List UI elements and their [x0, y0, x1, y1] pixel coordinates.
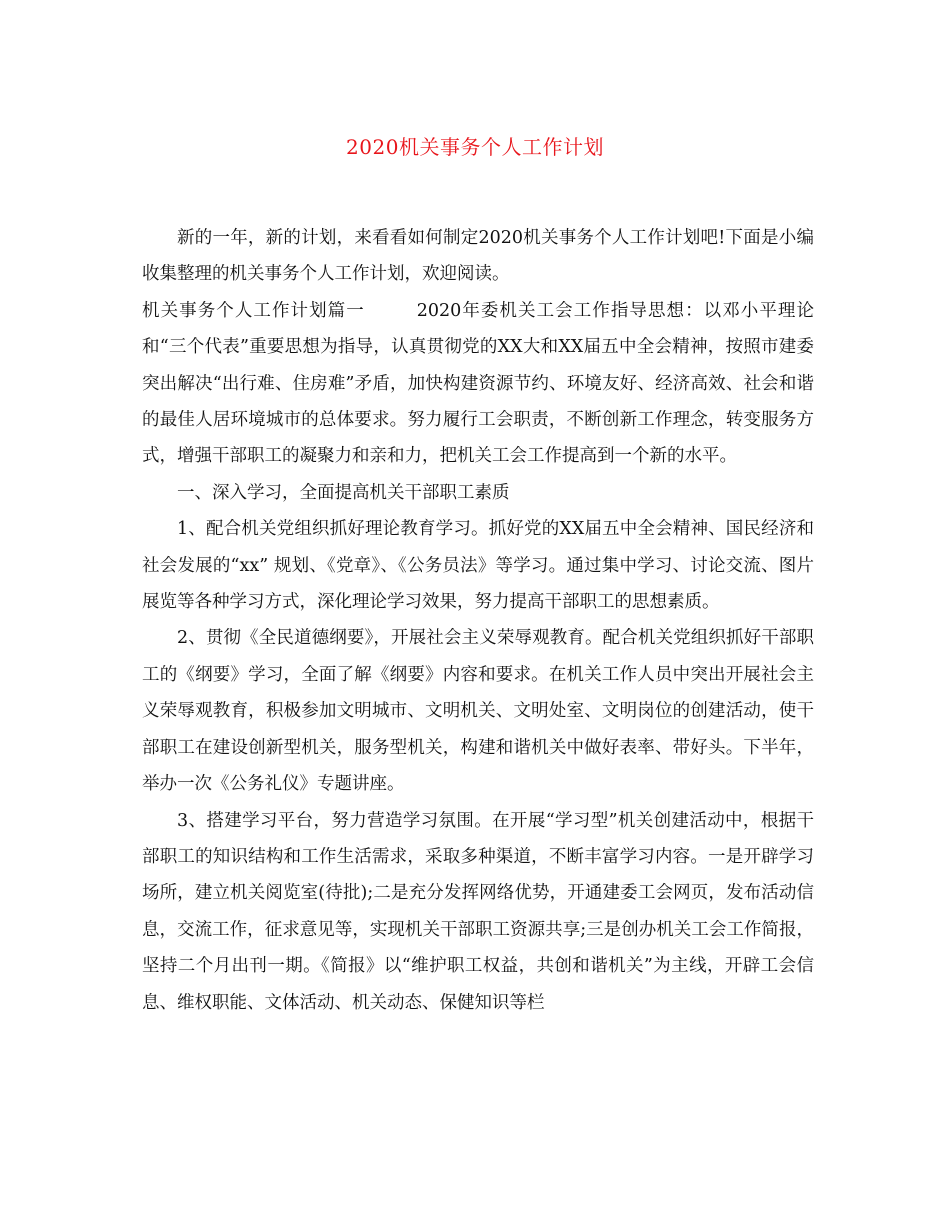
- item-three-paragraph: 3、搭建学习平台，努力营造学习氛围。在开展“学习型”机关创建活动中，根据干部职工的知识结构和工作生活需求，采取多种渠道，不断丰富学习内容。一是开辟学习场所，建立机关阅览室(待批);二是充分发挥网络优势，开通建委工会网页，发布活动信息，交流工作，征求意见等，实现机关干部职工资源共享;三是创办机关工会工作简报，坚持二个月出刊一期。《简报》以“维护职工权益，共创和谐机关”为主线，开辟工会信息、维权职能、文体活动、机关动态、保健知识等栏: [142, 810, 814, 1013]
- part-one-heading: 一、深入学习，全面提高机关干部职工素质: [177, 482, 510, 503]
- document-body: [142, 220, 814, 1021]
- intro-paragraph: 新的一年，新的计划，来看看如何制定2020机关事务个人工作计划吧!下面是小编收集整理的机关事务个人工作计划，欢迎阅读。: [142, 228, 814, 285]
- guiding-thought-text: 2020年委机关工会工作指导思想：以邓小平理论和“三个代表”重要思想为指导，认真贯彻党的XX大和XX届五中全会精神，按照市建委突出解决“出行难、住房难”矛盾，加快构建资源节约、环境友好、经济高效、社会和谐的最佳人居环境城市的总体要求。努力履行工会职责，不断创新工作理念，转变服务方式，增强干部职工的凝聚力和亲和力，把机关工会工作提高到一个新的水平。: [142, 300, 814, 467]
- item-two-paragraph: 2、贯彻《全民道德纲要》，开展社会主义荣辱观教育。配合机关党组织抓好干部职工的《纲要》学习，全面了解《纲要》内容和要求。在机关工作人员中突出开展社会主义荣辱观教育，积极参加文明城市、文明机关、文明处室、文明岗位的创建活动，使干部职工在建设创新型机关，服务型机关，构建和谐机关中做好表率、带好头。下半年，举办一次《公务礼仪》专题讲座。: [142, 628, 814, 795]
- document-title: 2020机关事务个人工作计划: [346, 135, 604, 159]
- item-one-paragraph: 1、配合机关党组织抓好理论教育学习。抓好党的XX届五中全会精神、国民经济和社会发展的“xx” 规划、《党章》、《公务员法》等学习。通过集中学习、讨论交流、图片展览等各种学习方式，深化理论学习效果，努力提高干部职工的思想素质。: [142, 519, 814, 613]
- section-heading: 机关事务个人工作计划篇一: [142, 300, 365, 321]
- section-one-paragraph: [142, 293, 814, 475]
